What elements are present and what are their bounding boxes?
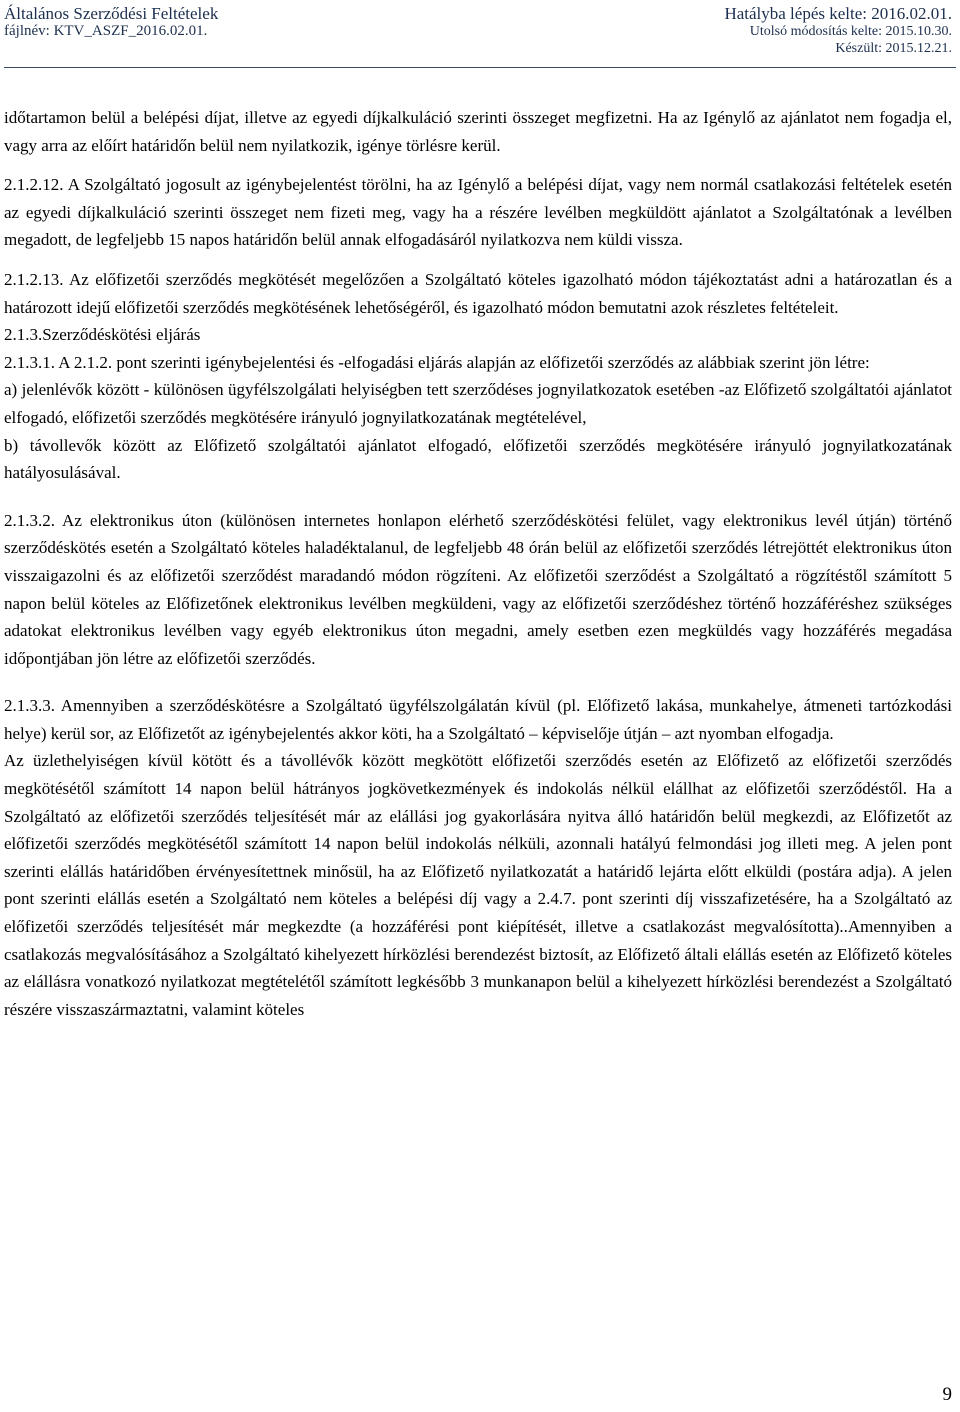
effective-date: Hatályba lépés kelte: 2016.02.01. xyxy=(724,4,952,23)
header-right xyxy=(724,4,952,57)
document-body xyxy=(4,104,952,1023)
list-item: a) jelenlévők között - különösen ügyfélszolgálati helyiségben tett szerződéses jognyilatkozatok esetében -az Előfizető szolgáltatói ajánlatot elfogadó, előfizetői szerződés megkötésére irányuló jognyilatkozatának megtételével, xyxy=(4,380,952,427)
list-item: b) távollevők között az Előfizető szolgáltatói ajánlatot elfogadó, előfizetői szerződés megkötésére irányuló jognyilatkozatának hatályosulásával. xyxy=(4,435,952,483)
document-title: Általános Szerződési Feltételek xyxy=(4,4,219,23)
paragraph: időtartamon belül a belépési díjat, illetve az egyedi díjkalkuláció szerinti összeget megfizetni. Ha az Igénylő az ajánlatot nem fogadja el, vagy arra az előírt határidőn belül nem nyilatkozik, igénye törlésre kerül. xyxy=(4,108,952,155)
paragraph: 2.1.3.3. Amennyiben a szerződéskötésre a Szolgáltató ügyfélszolgálatán kívül (pl. Előfizető lakása, munkahelye, átmeneti tartózkodási helye) kerül sor, az Előfizetőt az igénybejelentés akkor köti, ha a Szolgáltató – képviselője útján – azt nyomban elfogadja. xyxy=(4,696,952,743)
paragraph: 2.1.3.2. Az elektronikus úton (különösen internetes honlapon elérhető szerződéskötési felület, vagy elektronikus levél útján) történő szerződéskötés esetén a Szolgáltató köteles haladéktalanul, de legfeljebb 48 órán belül az előfizetői szerződés létrejöttét elektronikus úton visszaigazolni és az előfizetői szerződést maradandó módon rögzíteni. Az előfizetői szerződést a Szolgáltató a rögzítéstől számított 5 napon belül köteles az Előfizetőnek elektronikus levélben megküldeni, vagy az előfizetői szerződéshez történő hozzáféréshez szükséges adatokat elektronikus levélben vagy egyéb elektronikus úton megadni, amely esetben ezen megküldés vagy hozzáférés megadása időpontjában jön létre az előfizetői szerződés. xyxy=(4,510,952,668)
file-name: fájlnév: KTV_ASZF_2016.02.01. xyxy=(4,23,208,39)
paragraph: 2.1.2.13. Az előfizetői szerződés megkötését megelőzően a Szolgáltató köteles igazolható módon tájékoztatást adni a határozatlan és a határozott idejű előfizetői szerződés megkötésének lehetőségéről, és igazolható módon bemutatni azok részletes feltételeit. xyxy=(4,269,952,317)
paragraph: 2.1.3.1. A 2.1.2. pont szerinti igénybejelentési és -elfogadási eljárás alapján az előfizetői szerződés az alábbiak szerint jön létre: xyxy=(4,352,870,372)
header-divider xyxy=(4,67,956,68)
modified-date: Utolsó módosítás kelte: 2015.10.30. xyxy=(749,24,952,39)
created-date: Készült: 2015.12.21. xyxy=(835,41,952,56)
paragraph: Az üzlethelyiségen kívül kötött és a távollévők között megkötött előfizetői szerződés esetén az Előfizető az előfizetői szerződés megkötésétől számított 14 napon belül hátrányos jogkövetkezmények és indokolás nélkül elállhat az előfizetői szerződéstől. Ha a Szolgáltató az előfizetői szerződés teljesítését már az elállási jog gyakorlására nyitva álló határidőn belül megkezdi, az Előfizetőt az előfizetői szerződés megkötésétől számított 14 napon belül indokolás nélküli, azonnali hatályú felmondási jog illeti meg. A jelen pont szerinti elállás határidőben érvényesítettnek minősül, ha az Előfizető nyilatkozatát a határidő lejárta előtt elküldi (postára adja). A jelen pont szerinti elállás esetén a Szolgáltató nem köteles a belépési díj vagy a 2.4.7. pont szerinti díj visszafizetésére, ha a Szolgáltató az előfizetői szerződés teljesítését már megkezdte (a hozzáférési pont kiépítését, illetve a csatlakozást megvalósította)..Amennyiben a csatlakozás megvalósításához a Szolgáltató kihelyezett hírközlési berendezést biztosít, az Előfizető általi elállás esetén az Előfizető köteles az elállásra vonatkozó nyilatkozat megtételétől számított legkésőbb 3 munkanapon belül a kihelyezett hírközlési berendezést a Szolgáltató részére visszaszármaztatni, valamint köteles xyxy=(4,751,952,1019)
page-number: 9 xyxy=(942,1384,952,1405)
section-heading: 2.1.3.Szerződéskötési eljárás xyxy=(4,325,201,345)
header-left xyxy=(4,4,218,40)
paragraph: 2.1.2.12. A Szolgáltató jogosult az igénybejelentést törölni, ha az Igénylő a belépési díjat, vagy nem normál csatlakozási feltételek esetén az egyedi díjkalkuláció szerinti összeget nem fizeti meg, vagy ha a részére levélben megküldött ajánlatot a Szolgáltatónak a levélben megadott, de legfeljebb 15 napos határidőn belül annak elfogadásáról nyilatkozva nem küldi vissza. xyxy=(4,175,952,250)
